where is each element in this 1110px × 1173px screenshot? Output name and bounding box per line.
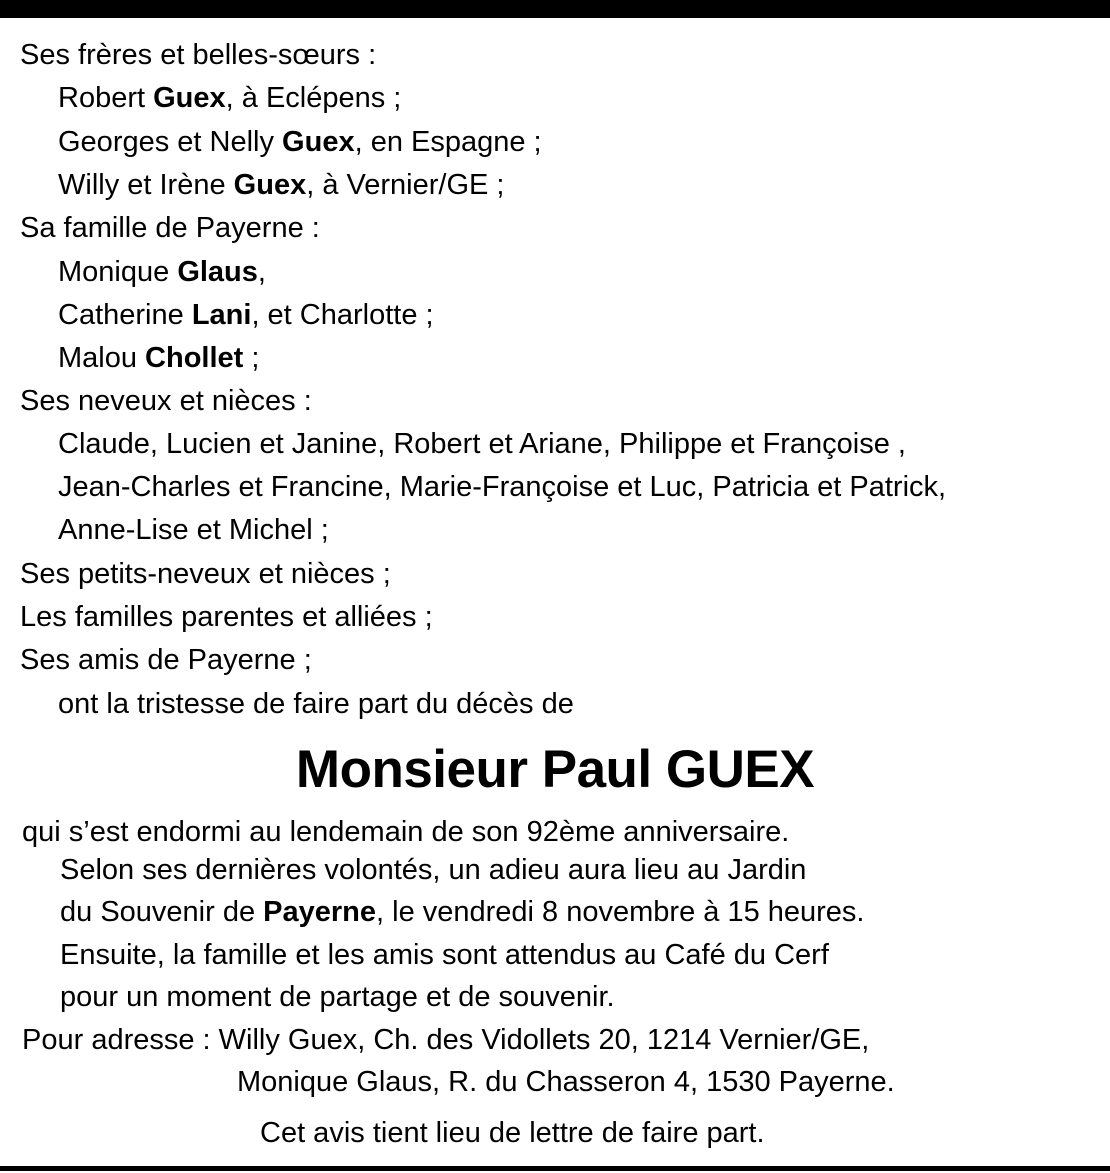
text-line bbox=[58, 686, 574, 722]
text-segment: Pour adresse : Willy Guex, Ch. des Vidollets 20, 1214 Vernier/GE, bbox=[22, 1024, 870, 1056]
text-segment: Les familles parentes et alliées ; bbox=[20, 601, 433, 633]
text-line bbox=[237, 1064, 895, 1100]
text-segment: Ses frères et belles-sœurs : bbox=[20, 39, 377, 71]
surname-bold: Chollet bbox=[145, 342, 244, 374]
text-segment: , en Espagne ; bbox=[354, 126, 542, 158]
text-line bbox=[60, 894, 864, 930]
text-line bbox=[20, 599, 433, 635]
text-segment: Jean-Charles et Francine, Marie-Françoise et Luc, Patricia et Patrick, bbox=[58, 471, 947, 503]
text-segment: Monique Glaus, R. du Chasseron 4, 1530 Payerne. bbox=[237, 1066, 895, 1098]
text-line bbox=[58, 124, 542, 160]
text-line bbox=[20, 642, 312, 678]
text-segment: Monique bbox=[58, 256, 178, 288]
text-line bbox=[60, 937, 829, 973]
text-segment: du Souvenir de bbox=[60, 896, 264, 928]
text-line bbox=[22, 814, 789, 850]
text-segment: , à Vernier/GE ; bbox=[306, 169, 505, 201]
bottom-border-rule bbox=[0, 1166, 1110, 1171]
text-segment: Claude, Lucien et Janine, Robert et Ariane, Philippe et Françoise , bbox=[58, 428, 906, 460]
text-segment: , bbox=[257, 256, 266, 288]
text-segment: pour un moment de partage et de souvenir. bbox=[60, 981, 615, 1013]
text-line bbox=[20, 556, 391, 592]
text-line bbox=[20, 383, 312, 419]
surname-bold: Guex bbox=[153, 82, 226, 114]
surname-bold: Guex bbox=[233, 169, 307, 201]
surname-bold: Glaus bbox=[177, 256, 258, 288]
top-border-bar bbox=[0, 0, 1110, 18]
surname-bold: Guex bbox=[282, 126, 355, 158]
text-line bbox=[58, 469, 946, 505]
text-line bbox=[58, 80, 401, 116]
text-line bbox=[20, 210, 320, 246]
text-segment: Catherine bbox=[58, 299, 192, 331]
text-line bbox=[58, 340, 259, 376]
text-line bbox=[58, 512, 329, 548]
text-line bbox=[260, 1115, 765, 1151]
text-line bbox=[60, 979, 615, 1015]
text-line bbox=[58, 167, 504, 203]
text-segment: Selon ses dernières volontés, un adieu aura lieu au Jardin bbox=[60, 854, 807, 886]
surname-bold: Lani bbox=[191, 299, 252, 331]
text-line bbox=[20, 37, 376, 73]
text-line bbox=[58, 426, 906, 462]
text-line bbox=[58, 297, 434, 333]
text-line bbox=[22, 1022, 869, 1058]
text-segment: Malou bbox=[58, 342, 146, 374]
text-segment: Anne-Lise et Michel ; bbox=[58, 514, 329, 546]
text-segment: Ses neveux et nièces : bbox=[20, 385, 312, 417]
text-segment: , à Eclépens ; bbox=[225, 82, 402, 114]
text-segment: ; bbox=[243, 342, 260, 374]
text-segment: Willy et Irène bbox=[58, 169, 234, 201]
text-segment: Cet avis tient lieu de lettre de faire part. bbox=[260, 1117, 765, 1149]
text-segment: Ensuite, la famille et les amis sont attendus au Café du Cerf bbox=[60, 939, 829, 971]
text-segment: Sa famille de Payerne : bbox=[20, 212, 320, 244]
text-segment: , et Charlotte ; bbox=[251, 299, 434, 331]
surname-bold: Payerne bbox=[263, 896, 377, 928]
text-segment: Robert bbox=[58, 82, 154, 114]
text-line bbox=[60, 852, 806, 888]
text-segment: ont la tristesse de faire part du décès de bbox=[58, 688, 574, 720]
text-segment: Ses amis de Payerne ; bbox=[20, 644, 312, 676]
text-segment: , le vendredi 8 novembre à 15 heures. bbox=[376, 896, 865, 928]
text-segment: qui s’est endormi au lendemain de son 92ème anniversaire. bbox=[22, 816, 790, 848]
text-segment: Georges et Nelly bbox=[58, 126, 283, 158]
text-line bbox=[58, 254, 266, 290]
deceased-name-heading: Monsieur Paul GUEX bbox=[295, 740, 815, 799]
text-segment: Ses petits-neveux et nièces ; bbox=[20, 558, 391, 590]
